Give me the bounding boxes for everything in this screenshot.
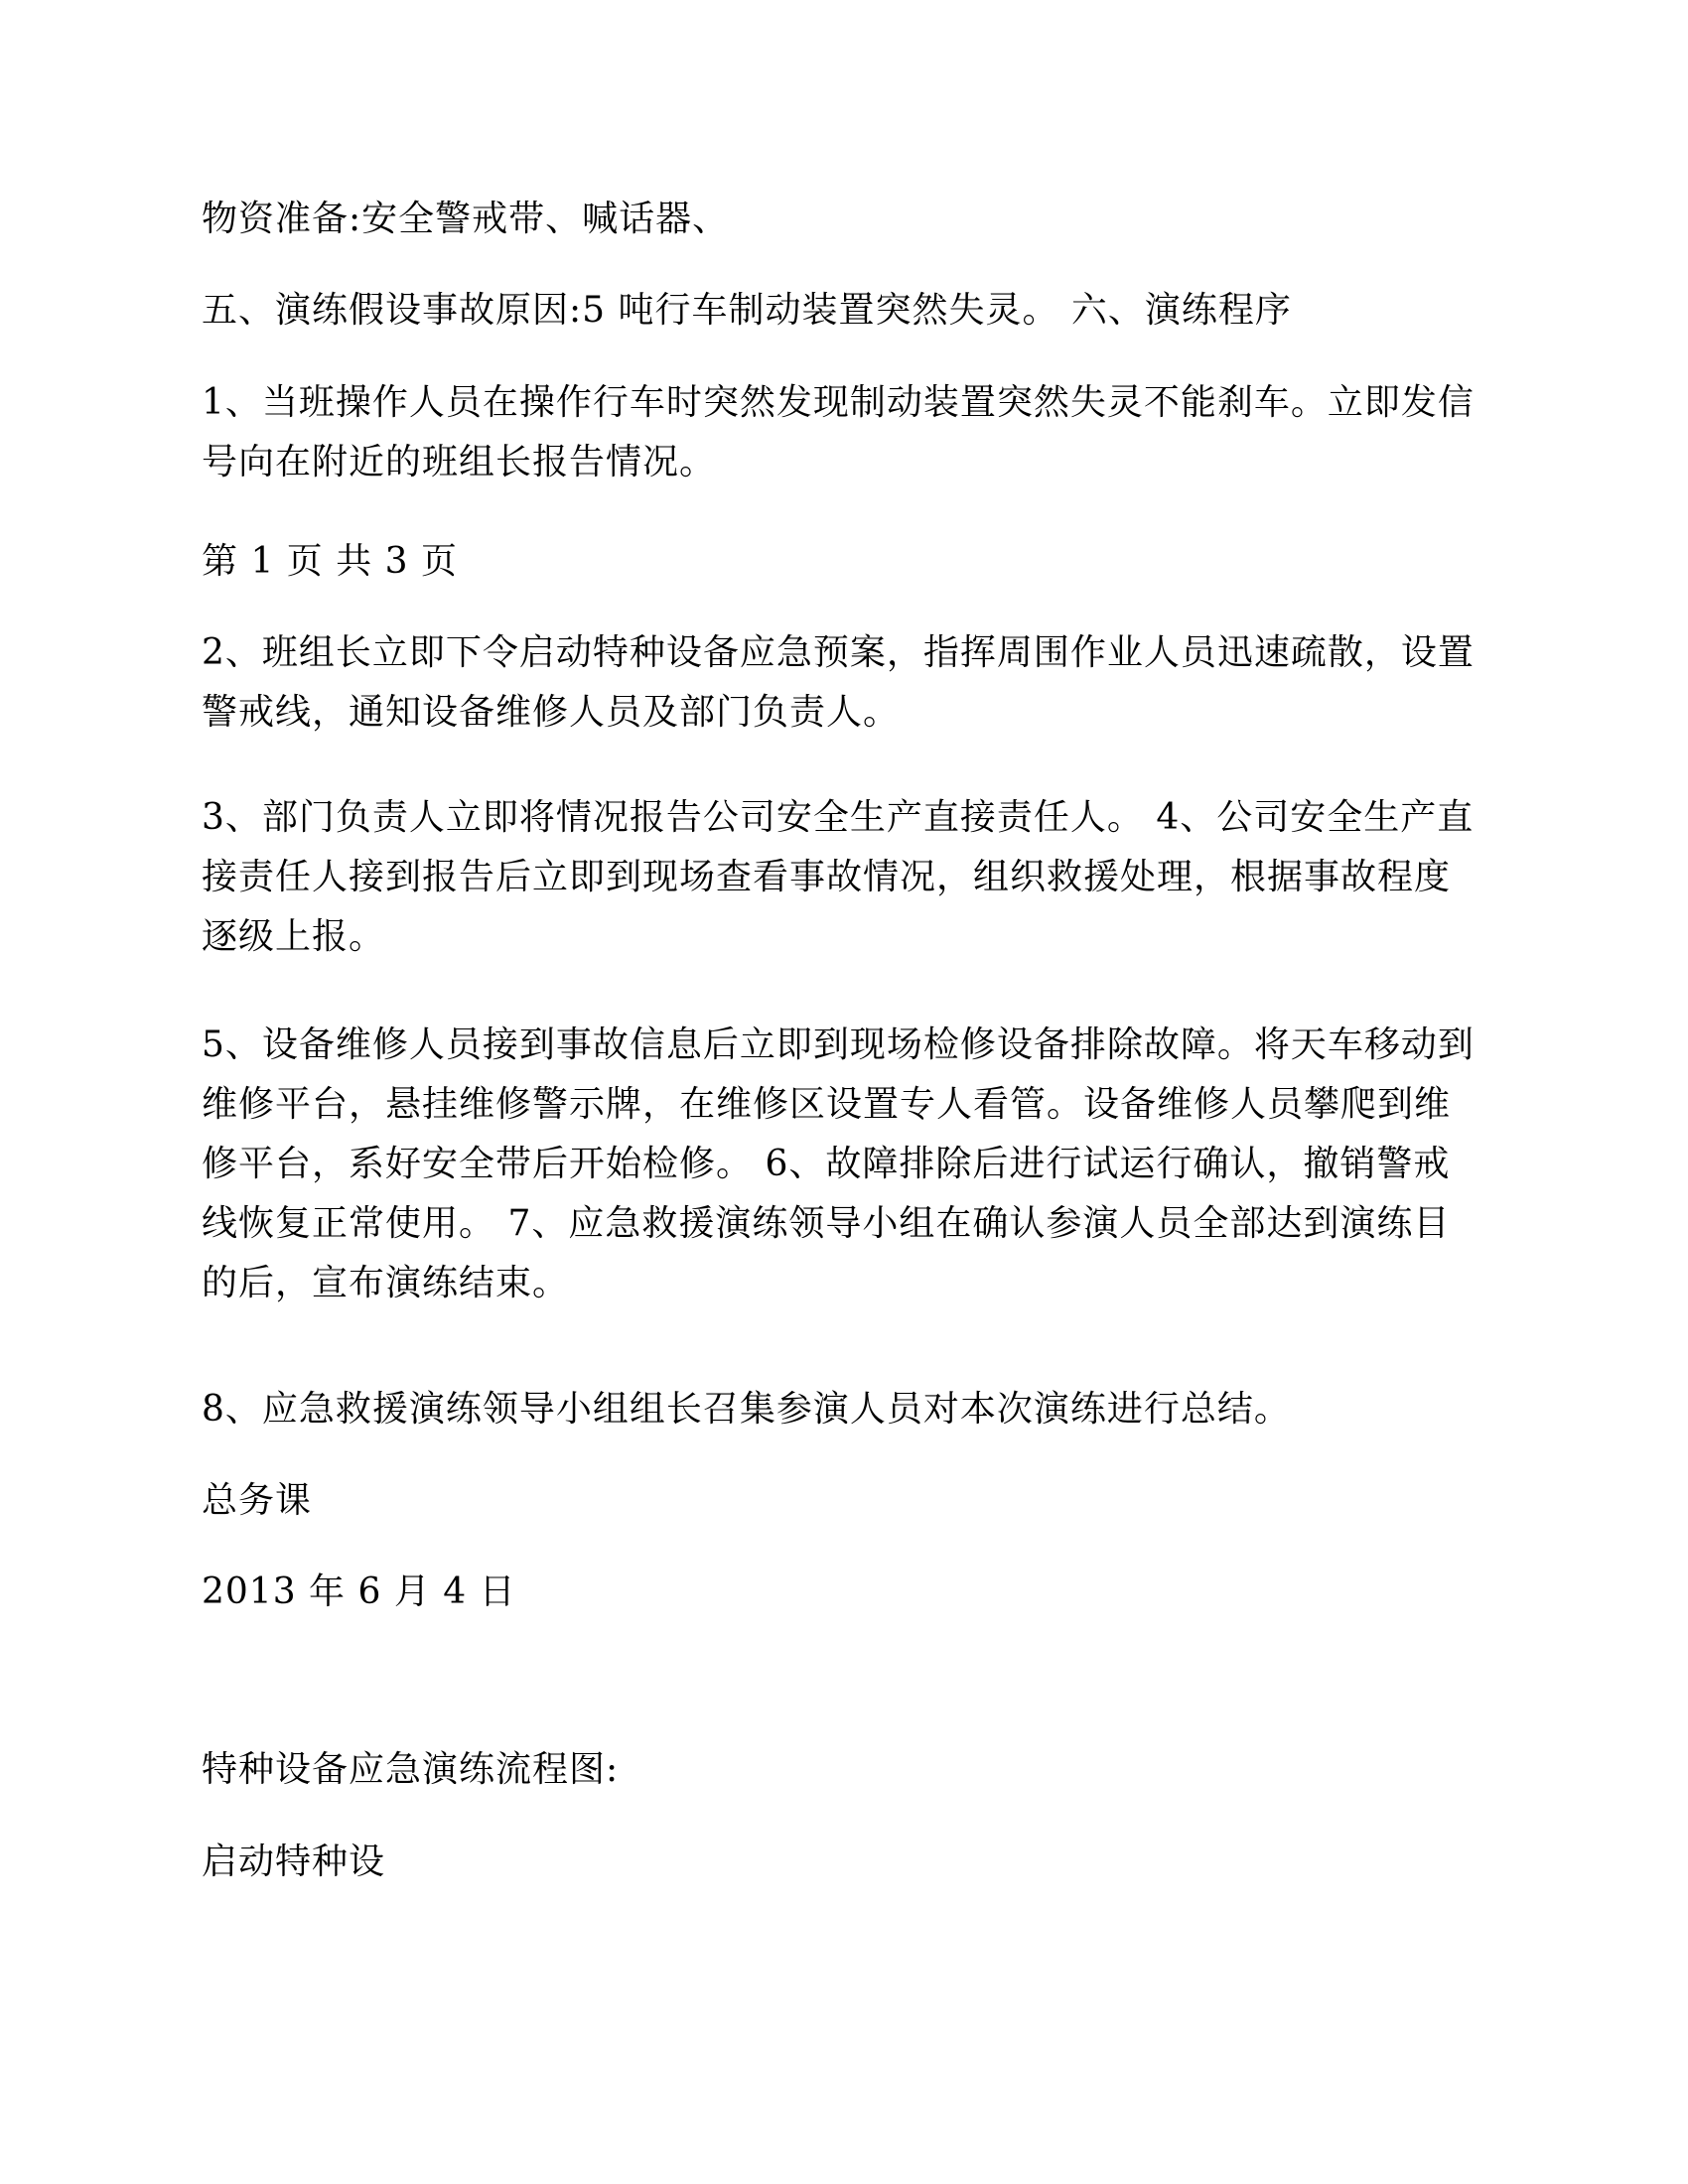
document-date: 2013 年 6 月 4 日 xyxy=(202,1571,516,1612)
flowchart-title: 特种设备应急演练流程图: xyxy=(202,1749,620,1790)
department-signature: 总务课 xyxy=(202,1480,313,1521)
accident-cause-line: 五、演练假设事故原因:5 吨行车制动装置突然失灵。 六、演练程序 xyxy=(202,290,1292,331)
flowchart-first-node: 启动特种设 xyxy=(202,1842,386,1882)
page-number: 第 1 页 共 3 页 xyxy=(202,541,459,582)
materials-line: 物资准备:安全警戒带、喊话器、 xyxy=(202,199,730,239)
procedure-step-5-7: 5、设备维修人员接到事故信息后立即到现场检修设备排除故障。将天车移动到维修平台，悬挂维修警示牌，在维修区设置专人看管。设备维修人员攀爬到维修平台，系好安全带后开始检修。 6、故障排除后进行试运行确认，撤销警戒线恢复正常使用。 7、应急救援演练领导小组在确认参演人员全部达到演练目的后，宣布演练结束。 xyxy=(202,1024,1475,1303)
procedure-step-1: 1、当班操作人员在操作行车时突然发现制动装置突然失灵不能刹车。立即发信号向在附近的班组长报告情况。 xyxy=(202,382,1475,482)
procedure-step-8: 8、应急救援演练领导小组组长召集参演人员对本次演练进行总结。 xyxy=(202,1389,1291,1430)
procedure-step-3-4: 3、部门负责人立即将情况报告公司安全生产直接责任人。 4、公司安全生产直接责任人接到报告后立即到现场查看事故情况，组织救援处理，根据事故程度逐级上报。 xyxy=(202,797,1475,957)
procedure-step-2: 2、班组长立即下令启动特种设备应急预案，指挥周围作业人员迅速疏散，设置警戒线，通知设备维修人员及部门负责人。 xyxy=(202,632,1475,733)
